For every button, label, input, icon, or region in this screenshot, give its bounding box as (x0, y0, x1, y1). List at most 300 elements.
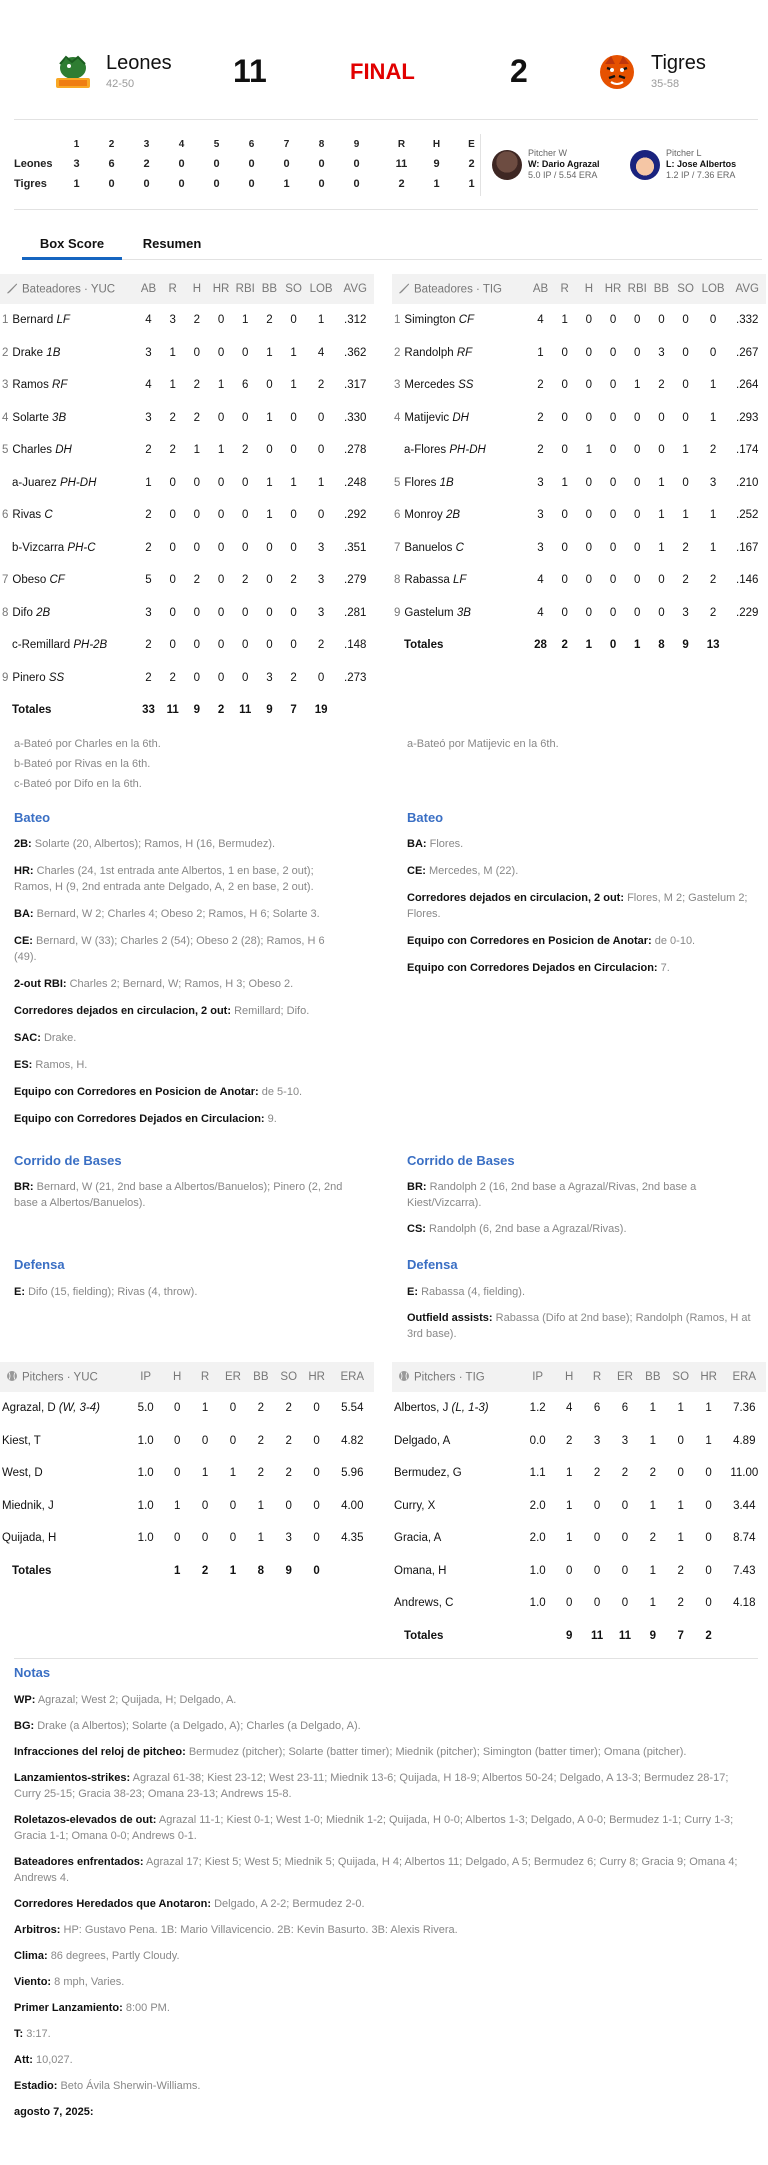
stat-note (407, 960, 752, 976)
stat-cell: 1 (266, 346, 273, 359)
player-cell[interactable] (0, 369, 136, 402)
hits-header: H (432, 138, 441, 150)
stat-cell: 2 (290, 671, 297, 684)
batting-table-home (0, 274, 374, 727)
stat-cell: 0 (621, 1499, 629, 1512)
table-row (0, 337, 374, 370)
batting-order-number: 6 (2, 509, 9, 522)
player-name[interactable]: a-Juarez (12, 476, 57, 489)
inning-header: 9 (353, 138, 360, 150)
stat-cell: 1 (585, 444, 593, 457)
pitcher-cell[interactable] (392, 1555, 520, 1588)
stat-note-value: Randolph 2 (16, 2nd base a Agrazal/Rivas, 2nd base a Kiest/Vizcarra). (407, 1181, 697, 1209)
pitcher-decision: (L, 1-3) (451, 1402, 489, 1415)
pitcher-name[interactable]: Kiest, T (2, 1434, 41, 1447)
table-row (0, 662, 374, 695)
winning-pitcher-card[interactable] (492, 148, 600, 181)
player-cell[interactable] (0, 597, 136, 630)
stat-cell: 0 (193, 639, 201, 652)
stat-cell: 0 (193, 346, 201, 359)
stat-column-header: ERA (331, 1362, 374, 1392)
substitution-notes-home (14, 737, 374, 797)
stat-cell: 6 (593, 1402, 601, 1415)
stat-note-label: 2-out RBI: (14, 978, 67, 990)
stat-note-value: 10,027. (36, 2054, 73, 2066)
player-name[interactable]: Charles (12, 444, 53, 457)
stat-cell: 8.74 (733, 1532, 756, 1545)
inning-score: 0 (178, 178, 185, 190)
stat-cell: .148 (344, 639, 367, 652)
stat-cell: 0 (634, 541, 641, 554)
table-row (392, 369, 766, 402)
batting-header-row (0, 274, 374, 304)
player-cell[interactable] (392, 597, 528, 630)
stat-cell: 0 (169, 509, 176, 522)
table-row (392, 402, 766, 435)
stat-cell: .273 (344, 671, 367, 684)
stat-note (14, 1179, 359, 1211)
player-name[interactable]: b-Vizcarra (12, 541, 65, 554)
player-name[interactable]: Banuelos (404, 541, 453, 554)
pitcher-cell[interactable] (0, 1425, 128, 1458)
leones-logo (52, 54, 94, 92)
stat-cell: 0 (705, 1564, 712, 1577)
pitcher-cell[interactable] (392, 1490, 520, 1523)
totals-cell (729, 629, 767, 662)
stat-cell: 2 (677, 1597, 684, 1610)
stat-cell: 1 (169, 346, 176, 359)
stat-note-label: Lanzamientos-strikes: (14, 1772, 131, 1784)
stat-cell: 0 (634, 476, 641, 489)
table-row (392, 597, 766, 630)
pitcher-decision: (W, 3-4) (58, 1402, 100, 1415)
player-name[interactable]: Pinero (12, 671, 46, 684)
stat-column-header: R (161, 274, 185, 304)
batting-order-number: 2 (2, 346, 9, 359)
stat-cell: 0 (634, 444, 641, 457)
stat-column-header: ER (219, 1362, 247, 1392)
away-team-record: 35-58 (651, 78, 680, 90)
table-row (392, 1425, 766, 1458)
stat-cell: 0 (193, 476, 201, 489)
inning-header: 8 (318, 138, 325, 150)
stat-note-label: Primer Lanzamiento: (14, 2002, 123, 2014)
stat-note-value: Ramos, H. (35, 1059, 88, 1071)
stat-note-label: ES: (14, 1059, 33, 1071)
stat-cell: 4 (537, 606, 544, 619)
stat-cell: 2.0 (529, 1499, 546, 1512)
stat-cell: 1 (658, 509, 665, 522)
stat-cell: 4.18 (733, 1597, 756, 1610)
stat-note-value: Rabassa (Difo at 2nd base); Randolph (Ramos, H at 3rd base). (407, 1312, 751, 1340)
stat-note (14, 2078, 754, 2094)
player-cell[interactable] (392, 532, 528, 565)
stat-note-label: Corredores dejados en circulacion, 2 out: (407, 892, 624, 904)
stat-cell: .264 (736, 379, 759, 392)
stat-cell: 2 (658, 379, 665, 392)
errors-header: E (468, 138, 475, 150)
stat-cell: 4 (317, 346, 325, 359)
player-position: 1B (439, 476, 454, 489)
table-row (0, 1457, 374, 1490)
stat-cell: 0 (285, 1499, 292, 1512)
stat-column-header: ER (611, 1362, 639, 1392)
substitution-note: a-Bateó por Charles en la 6th. (14, 738, 161, 750)
stat-cell: 0 (609, 606, 617, 619)
player-name[interactable]: c-Remillard (12, 639, 71, 652)
batting-order-number: 9 (394, 606, 401, 619)
pitcher-cell[interactable] (392, 1457, 520, 1490)
stat-cell: 0 (561, 444, 568, 457)
stat-cell: 1 (201, 1467, 209, 1480)
stat-cell: .210 (736, 476, 759, 489)
pitcher-name[interactable]: Albertos, J (394, 1402, 449, 1415)
stat-cell: 0.0 (529, 1434, 546, 1447)
player-cell[interactable] (0, 402, 136, 435)
inning-score: 0 (248, 158, 255, 170)
player-name[interactable]: Rivas (12, 509, 42, 522)
stat-cell: 3.44 (733, 1499, 756, 1512)
pitcher-name[interactable]: West, D (2, 1467, 43, 1480)
stat-note (14, 1948, 754, 1964)
player-cell[interactable] (392, 402, 528, 435)
inning-score: 0 (143, 178, 150, 190)
table-row (0, 532, 374, 565)
stat-cell: 0 (266, 379, 273, 392)
pitcher-name[interactable]: Quijada, H (2, 1532, 57, 1545)
player-cell[interactable] (0, 434, 136, 467)
stat-note-value: 86 degrees, Partly Cloudy. (50, 1950, 180, 1962)
stat-cell: 0 (173, 1532, 181, 1545)
notas-heading: Notas (14, 1665, 51, 1680)
batting-order-number: 2 (394, 346, 401, 359)
stat-cell: 2 (317, 639, 325, 652)
player-name[interactable]: a-Flores (404, 444, 447, 457)
stat-note-value: Flores, M 2; Gastelum 2; Flores. (407, 892, 748, 920)
player-cell[interactable] (392, 434, 528, 467)
stat-cell: 0 (609, 541, 617, 554)
stat-cell: 0 (313, 1402, 320, 1415)
table-row (392, 1587, 766, 1620)
stat-cell: 0 (634, 574, 641, 587)
losing-pitcher-avatar (630, 150, 660, 180)
stat-cell: 1.0 (137, 1532, 154, 1545)
pitcher-cell[interactable] (0, 1522, 128, 1555)
player-cell[interactable] (392, 564, 528, 597)
pitcher-cell[interactable] (0, 1457, 128, 1490)
table-row (392, 467, 766, 500)
player-name[interactable]: Obeso (12, 574, 47, 587)
stat-cell: 0 (217, 639, 225, 652)
pitcher-cell[interactable] (392, 1425, 520, 1458)
player-cell[interactable] (392, 499, 528, 532)
stat-cell: 2 (537, 411, 544, 424)
player-name[interactable]: Gastelum (404, 606, 454, 619)
stat-column-header: ERA (723, 1362, 766, 1392)
stat-cell: 1 (257, 1532, 265, 1545)
stat-cell: 1 (709, 541, 717, 554)
table-row (392, 1555, 766, 1588)
stat-cell: 0 (621, 1564, 629, 1577)
stat-cell: 0 (565, 1564, 573, 1577)
player-name[interactable]: Rabassa (404, 574, 450, 587)
stat-cell: 2 (193, 574, 201, 587)
stat-cell: 1 (565, 1532, 573, 1545)
player-cell[interactable] (0, 629, 136, 662)
stat-cell: 1 (565, 1499, 573, 1512)
stat-cell: 2 (257, 1402, 265, 1415)
stat-cell: .362 (344, 346, 367, 359)
batting-table-title-text: Bateadores · TIG (414, 283, 502, 296)
stat-cell: 2 (290, 574, 297, 587)
stat-cell: 3 (145, 606, 152, 619)
stat-cell: 0 (242, 411, 249, 424)
player-name[interactable]: Randolph (404, 346, 454, 359)
table-row (392, 564, 766, 597)
away-team-name[interactable]: Tigres (651, 52, 706, 74)
stat-cell: 2 (169, 671, 176, 684)
pitcher-cell[interactable] (392, 1522, 520, 1555)
pitching-header-row (392, 1362, 766, 1392)
player-name[interactable]: Difo (12, 606, 33, 619)
stat-cell: 3 (709, 476, 717, 489)
player-position: 3B (52, 411, 67, 424)
player-name[interactable]: Matijevic (404, 411, 450, 424)
stat-cell: 1 (705, 1434, 712, 1447)
batting-order-number: 6 (394, 509, 401, 522)
stat-note (14, 1922, 754, 1938)
pitching-table-title (392, 1362, 520, 1392)
stat-note (407, 1221, 752, 1237)
stat-note-value: Bernard, W 2; Charles 4; Obeso 2; Ramos, H 6; Solarte 3. (36, 908, 320, 920)
pitcher-name[interactable]: Gracia, A (394, 1532, 442, 1545)
stat-note-label: Corredores Heredados que Anotaron: (14, 1898, 212, 1910)
losing-pitcher-stats: 1.2 IP / 7.36 ERA (666, 170, 736, 180)
stat-note-label: agosto 7, 2025: (14, 2106, 94, 2118)
player-cell[interactable] (0, 467, 136, 500)
stat-cell: 0 (173, 1402, 181, 1415)
player-name[interactable]: Monroy (404, 509, 443, 522)
stat-cell: 2 (257, 1467, 265, 1480)
stat-cell: 2 (621, 1467, 629, 1480)
stat-cell: .293 (736, 411, 759, 424)
totals-cell: 2 (201, 1564, 209, 1577)
batting-table-away (392, 274, 766, 662)
stat-cell: 0 (705, 1597, 712, 1610)
stat-column-header: IP (128, 1362, 163, 1392)
player-position: SS (458, 379, 474, 392)
stat-cell: 1 (649, 1499, 657, 1512)
table-row (392, 304, 766, 337)
player-name[interactable]: Drake (12, 346, 44, 359)
stat-cell: 0 (561, 346, 568, 359)
stat-cell: 5.96 (341, 1467, 364, 1480)
pitcher-cell[interactable] (392, 1587, 520, 1620)
table-row (392, 337, 766, 370)
batting-order-number: 5 (394, 476, 401, 489)
stat-cell: 0 (585, 541, 593, 554)
stat-cell: 1 (709, 509, 717, 522)
totals-cell: 11 (590, 1629, 604, 1642)
stat-cell: 0 (561, 509, 568, 522)
pitching-table-away (392, 1362, 766, 1652)
linescore (14, 134, 489, 194)
bateo-heading-away: Bateo (407, 810, 444, 825)
stat-cell: 1 (317, 314, 325, 327)
totals-cell (128, 1555, 163, 1588)
table-row (0, 1522, 374, 1555)
totals-cell: 9 (565, 1629, 573, 1642)
stat-cell: 0 (193, 671, 201, 684)
player-cell[interactable] (392, 304, 528, 337)
pitcher-name[interactable]: Andrews, C (394, 1597, 454, 1610)
pitcher-cell[interactable] (392, 1392, 520, 1425)
stat-cell: 0 (242, 639, 249, 652)
linescore-team: Leones (14, 158, 53, 170)
pitcher-name[interactable]: Curry, X (394, 1499, 436, 1512)
stat-note-label: Viento: (14, 1976, 52, 1988)
stat-column-header: RBI (233, 274, 257, 304)
player-name[interactable]: Mercedes (404, 379, 455, 392)
inning-score: 0 (178, 158, 185, 170)
bateo-section-away (407, 836, 752, 987)
stat-column-header: BB (247, 1362, 275, 1392)
stat-cell: 1 (658, 476, 665, 489)
pitcher-name[interactable]: Miednik, J (2, 1499, 54, 1512)
batting-table-title (0, 274, 136, 304)
stat-cell: .252 (736, 509, 759, 522)
stat-cell: 1 (677, 1402, 684, 1415)
totals-cell: 13 (706, 639, 720, 652)
stat-cell: 1 (649, 1564, 657, 1577)
runs-total: 11 (395, 158, 408, 170)
stat-cell: 0 (217, 411, 225, 424)
stat-cell: 2 (145, 444, 152, 457)
totals-row (392, 1620, 766, 1653)
stat-cell: 0 (169, 476, 176, 489)
batting-order-number: 3 (2, 379, 9, 392)
stat-cell: 2 (677, 1564, 684, 1577)
pitcher-name[interactable]: Bermudez, G (394, 1467, 462, 1480)
stat-cell: 0 (609, 574, 617, 587)
stat-cell: 4 (565, 1402, 573, 1415)
tab-resumen[interactable]: Resumen (142, 236, 202, 251)
stat-cell: .267 (736, 346, 759, 359)
stat-cell: 0 (290, 444, 297, 457)
pitcher-name[interactable]: Delgado, A (394, 1434, 451, 1447)
stat-note-label: T: (14, 2028, 24, 2040)
pitcher-cell[interactable] (0, 1490, 128, 1523)
stat-cell: 0 (169, 639, 176, 652)
stat-cell: 0 (290, 314, 297, 327)
stat-note-label: Equipo con Corredores Dejados en Circulacion: (407, 962, 658, 974)
stat-note (407, 1310, 752, 1342)
pitcher-name[interactable]: Agrazal, D (2, 1402, 56, 1415)
stat-cell: 0 (682, 346, 689, 359)
stat-cell: 0 (634, 411, 641, 424)
stat-cell: 1 (565, 1467, 573, 1480)
player-cell[interactable] (392, 369, 528, 402)
home-team-name[interactable]: Leones (106, 52, 172, 74)
player-name[interactable]: Solarte (12, 411, 49, 424)
player-name[interactable]: Bernard (12, 314, 54, 327)
inning-header: 6 (248, 138, 255, 150)
stat-cell: 0 (217, 314, 225, 327)
stat-cell: 1 (266, 509, 273, 522)
player-cell[interactable] (0, 564, 136, 597)
player-cell[interactable] (0, 337, 136, 370)
losing-pitcher-card[interactable] (630, 148, 736, 181)
stat-note-label: Arbitros: (14, 1924, 61, 1936)
tab-box-score[interactable]: Box Score (22, 234, 122, 260)
bat-icon (6, 282, 18, 297)
stat-cell: 1.2 (529, 1402, 546, 1415)
player-cell[interactable] (0, 499, 136, 532)
player-cell[interactable] (0, 662, 136, 695)
stat-note-label: BR: (407, 1181, 427, 1193)
stat-cell: 0 (173, 1434, 181, 1447)
stat-cell: 3 (658, 346, 665, 359)
player-cell[interactable] (0, 304, 136, 337)
stat-cell: 0 (313, 1499, 320, 1512)
table-row (392, 1490, 766, 1523)
totals-row (0, 694, 374, 727)
stat-column-header: HR (303, 1362, 331, 1392)
totals-cell: 1 (173, 1564, 181, 1577)
hits-total: 1 (433, 178, 440, 190)
stat-cell: 5.54 (341, 1402, 364, 1415)
stat-note-value: Charles 2; Bernard, W; Ramos, H 3; Obeso 2. (69, 978, 294, 990)
player-cell[interactable] (392, 337, 528, 370)
stat-cell: 0 (229, 1532, 237, 1545)
pitcher-cell[interactable] (0, 1392, 128, 1425)
player-cell[interactable] (392, 467, 528, 500)
stat-cell: 0 (193, 541, 201, 554)
player-name[interactable]: Ramos (12, 379, 49, 392)
stat-cell: 1 (217, 444, 225, 457)
inning-score: 0 (318, 158, 325, 170)
table-row (0, 597, 374, 630)
stat-cell: 0 (609, 509, 617, 522)
stat-note-value: Randolph (6, 2nd base a Agrazal/Rivas). (429, 1223, 627, 1235)
stat-cell: 0 (266, 606, 273, 619)
stat-note-label: Roletazos-elevados de out: (14, 1814, 157, 1826)
inning-score: 6 (108, 158, 115, 170)
player-cell[interactable] (0, 532, 136, 565)
losing-pitcher-name: L: Jose Albertos (666, 159, 737, 169)
winning-pitcher-label: Pitcher W (528, 148, 568, 158)
player-name[interactable]: Flores (404, 476, 437, 489)
player-name[interactable]: Simington (404, 314, 456, 327)
stat-cell: 0 (709, 314, 717, 327)
stat-note-value: Bermudez (pitcher); Solarte (batter timer); Miednik (pitcher); Simington (batter timer); Omana (pitcher). (188, 1746, 687, 1758)
inning-header: 2 (108, 138, 115, 150)
stat-cell: 2 (193, 411, 201, 424)
stat-cell: 0 (561, 574, 568, 587)
stat-cell: 7.36 (733, 1402, 756, 1415)
pitcher-name[interactable]: Omana, H (394, 1564, 447, 1577)
stat-column-header: BB (257, 274, 281, 304)
stat-note (14, 1284, 359, 1300)
stat-cell: 2 (682, 541, 689, 554)
totals-cell: 33 (142, 704, 155, 717)
stat-cell: 0 (242, 476, 249, 489)
stat-cell: 0 (561, 541, 568, 554)
stat-cell: 0 (317, 444, 325, 457)
stat-cell: 3 (169, 314, 176, 327)
stat-cell: 2 (649, 1467, 657, 1480)
stat-cell: 0 (658, 411, 665, 424)
